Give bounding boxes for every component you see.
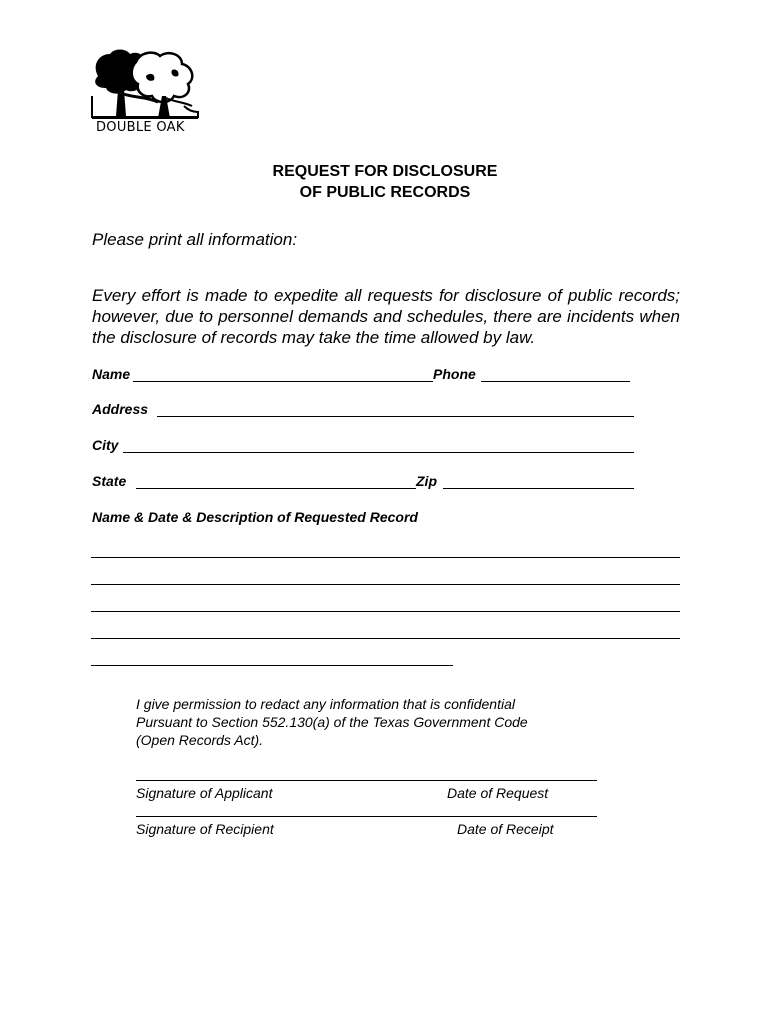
- requested-record-label: Name & Date & Description of Requested Record: [92, 509, 418, 525]
- name-label: Name: [92, 366, 131, 382]
- requested-record-line[interactable]: [91, 611, 680, 612]
- request-date-label: Date of Request: [447, 785, 549, 801]
- recipient-signature-field[interactable]: [136, 816, 597, 817]
- address-label: Address: [92, 401, 149, 417]
- recipient-signature-label: Signature of Recipient: [136, 821, 274, 837]
- requested-record-line[interactable]: [91, 557, 680, 558]
- receipt-date-label: Date of Receipt: [457, 821, 554, 837]
- form-title-line2: OF PUBLIC RECORDS: [299, 184, 471, 201]
- requested-record-line[interactable]: [91, 584, 680, 585]
- applicant-signature-field[interactable]: [136, 780, 597, 781]
- form-title-line1: REQUEST FOR DISCLOSURE: [272, 163, 498, 180]
- permission-statement: [136, 695, 596, 749]
- applicant-signature-label: Signature of Applicant: [136, 785, 273, 801]
- policy-paragraph: Every effort is made to expedite all requests for disclosure of public records; however, due to personnel demands and schedules, there are incidents when the disclosure of records may take the time allowed by law.: [92, 286, 680, 347]
- city-label: City: [92, 437, 119, 453]
- zip-label: Zip: [416, 473, 437, 489]
- permission-line: I give permission to redact any information that is confidential: [136, 696, 515, 712]
- city-field[interactable]: [123, 452, 634, 453]
- phone-label: Phone: [433, 366, 476, 382]
- requested-record-line[interactable]: [91, 665, 453, 666]
- state-field[interactable]: [136, 488, 416, 489]
- name-field[interactable]: [133, 381, 433, 382]
- state-label: State: [92, 473, 127, 489]
- address-field[interactable]: [157, 416, 634, 417]
- phone-field[interactable]: [481, 381, 630, 382]
- logo-caption: DOUBLE OAK: [96, 120, 185, 135]
- permission-line: Pursuant to Section 552.130(a) of the Texas Government Code: [136, 714, 528, 730]
- permission-line: (Open Records Act).: [136, 732, 264, 748]
- oak-tree-icon: [88, 46, 204, 126]
- zip-field[interactable]: [443, 488, 634, 489]
- print-instructions: Please print all information:: [92, 230, 298, 249]
- requested-record-line[interactable]: [91, 638, 680, 639]
